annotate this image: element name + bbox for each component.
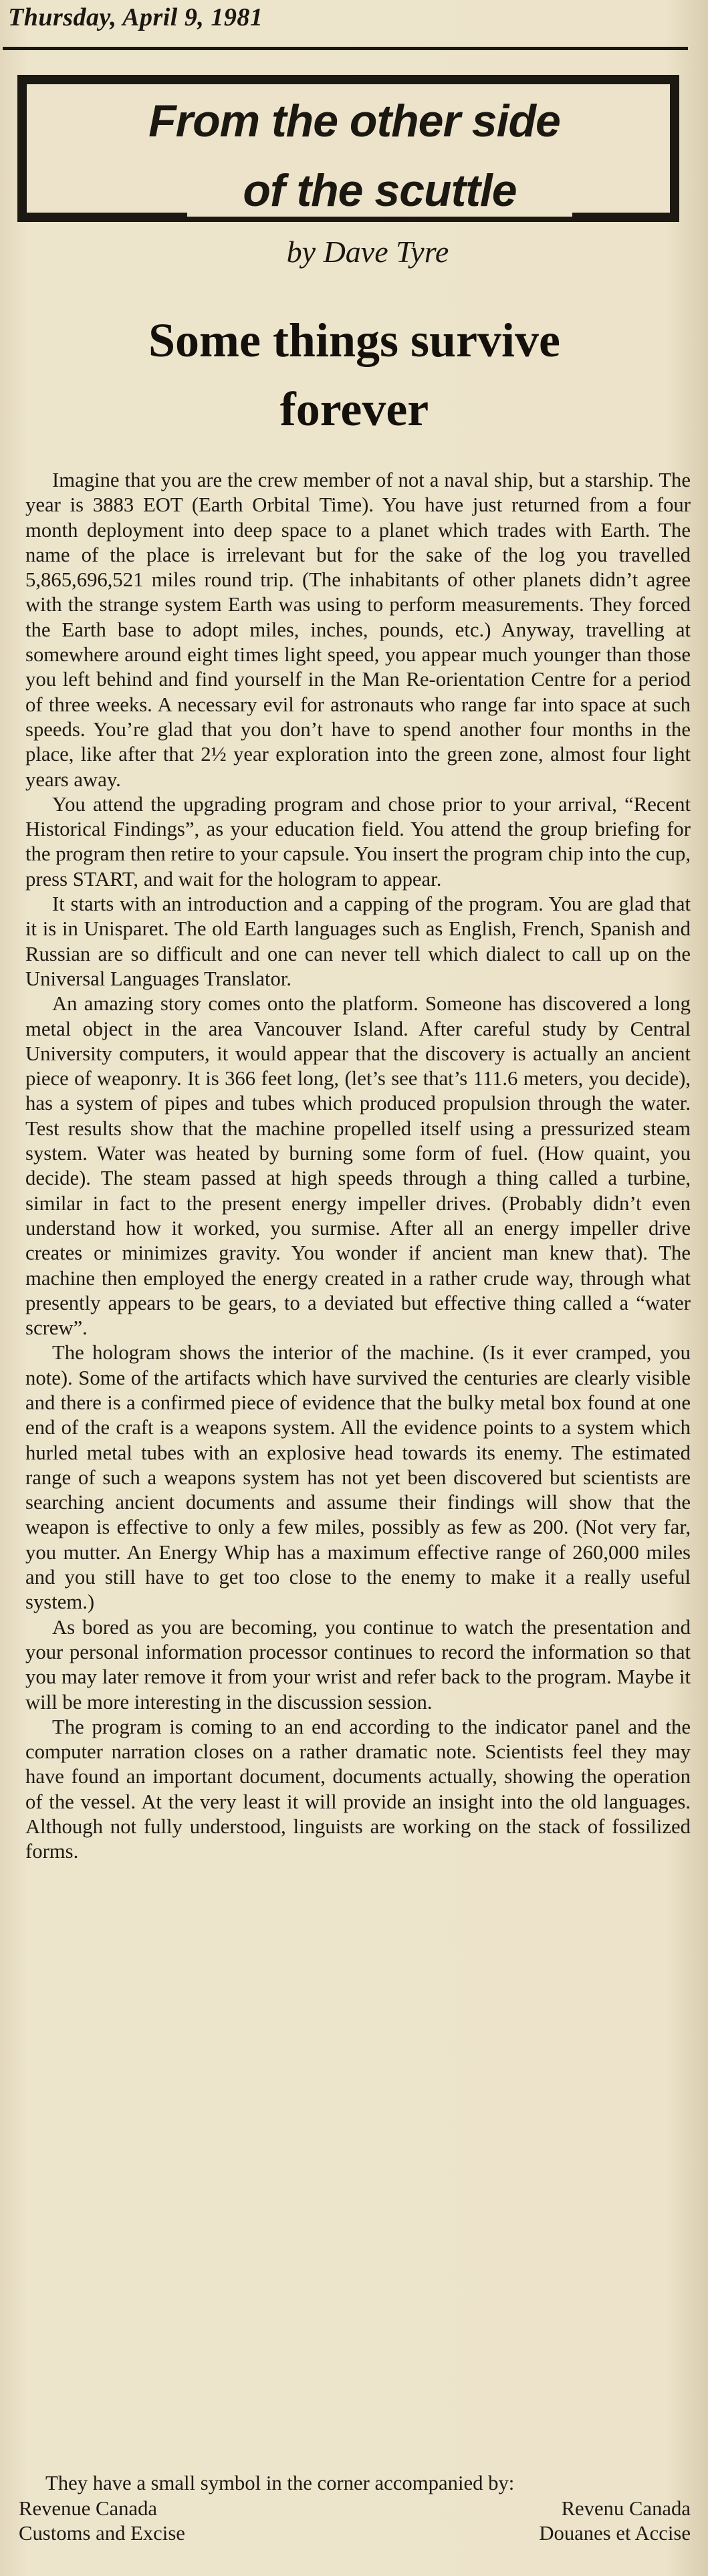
article-paragraph: Imagine that you are the crew member of not a naval ship, but a starship. The year is 3883 EOT (Earth Orbital Time). You have just returned from a four month deployment into deep space to a planet which trades with Earth. The name of the place is irrelevant but for the sake of the log you travelled 5,865,696,521 miles round trip. (The inhabitants of other planets didn’t agree with the strange system Earth was using to perform measurements. They forced the Earth base to adopt miles, inches, pounds, etc.) Anyway, travelling at somewhere around eight times light speed, you appear much younger than those you left behind and find yourself in the Man Re-orientation Centre for a period of three weeks. A necessary evil for astronauts who range far into space at such speeds. You’re glad that you don’t have to spend another four months in the place, like after that 2½ year exploration into the green zone, almost four light years away.	[25, 469, 691, 791]
top-rule	[3, 47, 688, 50]
article-paragraph: The program is coming to an end according to the indicator panel and the computer narration closes on a rather dramatic note. Scientists feel they may have found an important document, documents actually, showing the operation of the vessel. At the very least it will provide an insight into the old languages. Although not fully understood, linguists are working on the stack of fossilized forms.	[25, 1715, 691, 1863]
closing-row-1	[19, 2496, 691, 2522]
column-masthead-box	[17, 75, 679, 222]
article-paragraph: As bored as you are becoming, you continue to watch the presentation and your personal information processor continues to record the information so that you may later remove it from your wrist and refer back to the program. Maybe it will be more interesting in the discussion session.	[25, 1615, 691, 1714]
article-paragraph: You attend the upgrading program and chose prior to your arrival, “Recent Historical Findings”, as your education field. You attend the group briefing for the program then retire to your capsule. You insert the program chip into the cup, press START, and wait for the hologram to appear.	[25, 792, 691, 891]
closing-right-1: Revenu Canada	[561, 2496, 691, 2520]
closing-row-2	[19, 2521, 691, 2547]
article-body	[25, 468, 691, 1865]
headline-line1: Some things survive	[148, 314, 561, 367]
closing-left-2: Customs and Excise	[19, 2522, 185, 2545]
dateline: Thursday, April 9, 1981	[8, 3, 263, 31]
closing-block	[19, 2471, 691, 2547]
headline-line2: forever	[279, 382, 429, 436]
article-paragraph: The hologram shows the interior of the machine. (Is it ever cramped, you note). Some of the artifacts which have survived the centuries are clearly visible and there is a confirmed piece of evidence that the bulky metal box found at one end of the craft is a weapons system. All the evidence points to a system which hurled metal tubes with an explosive head towards its enemy. The estimated range of such a weapons system has not yet been discovered but scientists are searching ancient documents and assume their findings will show that the weapon is effective to only a few miles, possibly as few as 200. (Not very far, you mutter. An Energy Whip has a maximum effective range of 260,000 miles and you still have to get too close to the enemy to make it a really useful system.)	[25, 1341, 691, 1614]
closing-intro: They have a small symbol in the corner accompanied by:	[45, 2472, 515, 2494]
byline: by Dave Tyre	[286, 235, 449, 269]
closing-left-1: Revenue Canada	[19, 2496, 158, 2520]
column-title-line2: of the scuttle	[187, 164, 572, 217]
article-paragraph: An amazing story comes onto the platform. Someone has discovered a long metal object in the area Vancouver Island. After careful study by Central University computers, it would appear that the discovery is actually an ancient piece of weaponry. It is 366 feet long, (let’s see that’s 111.6 meters, you decide), has a system of pipes and tubes which produced propulsion through the water. Test results show that the machine propelled itself using a pressurized steam system. Water was heated by burning some form of fuel. (How quaint, you decide). The steam passed at high speeds through a thing called a turbine, similar in fact to the present energy impeller drives. (Probably didn’t even understand how it worked, you surmise. After all an energy impeller drive creates or minimizes gravity. You wonder if ancient man knew that). The machine then employed the energy created in a rather crude way, through what presently appears to be gears, to a deviated but effective thing called a “water screw”.	[25, 992, 691, 1340]
closing-right-2: Douanes et Accise	[539, 2522, 691, 2545]
headline	[27, 306, 682, 444]
article-paragraph: It starts with an introduction and a capping of the program. You are glad that it is in Unisparet. The old Earth languages such as English, French, Spanish and Russian are so difficult and one can never tell which dialect to call up on the Universal Languages Translator.	[25, 893, 691, 990]
column-title-line1: From the other side	[148, 96, 560, 146]
